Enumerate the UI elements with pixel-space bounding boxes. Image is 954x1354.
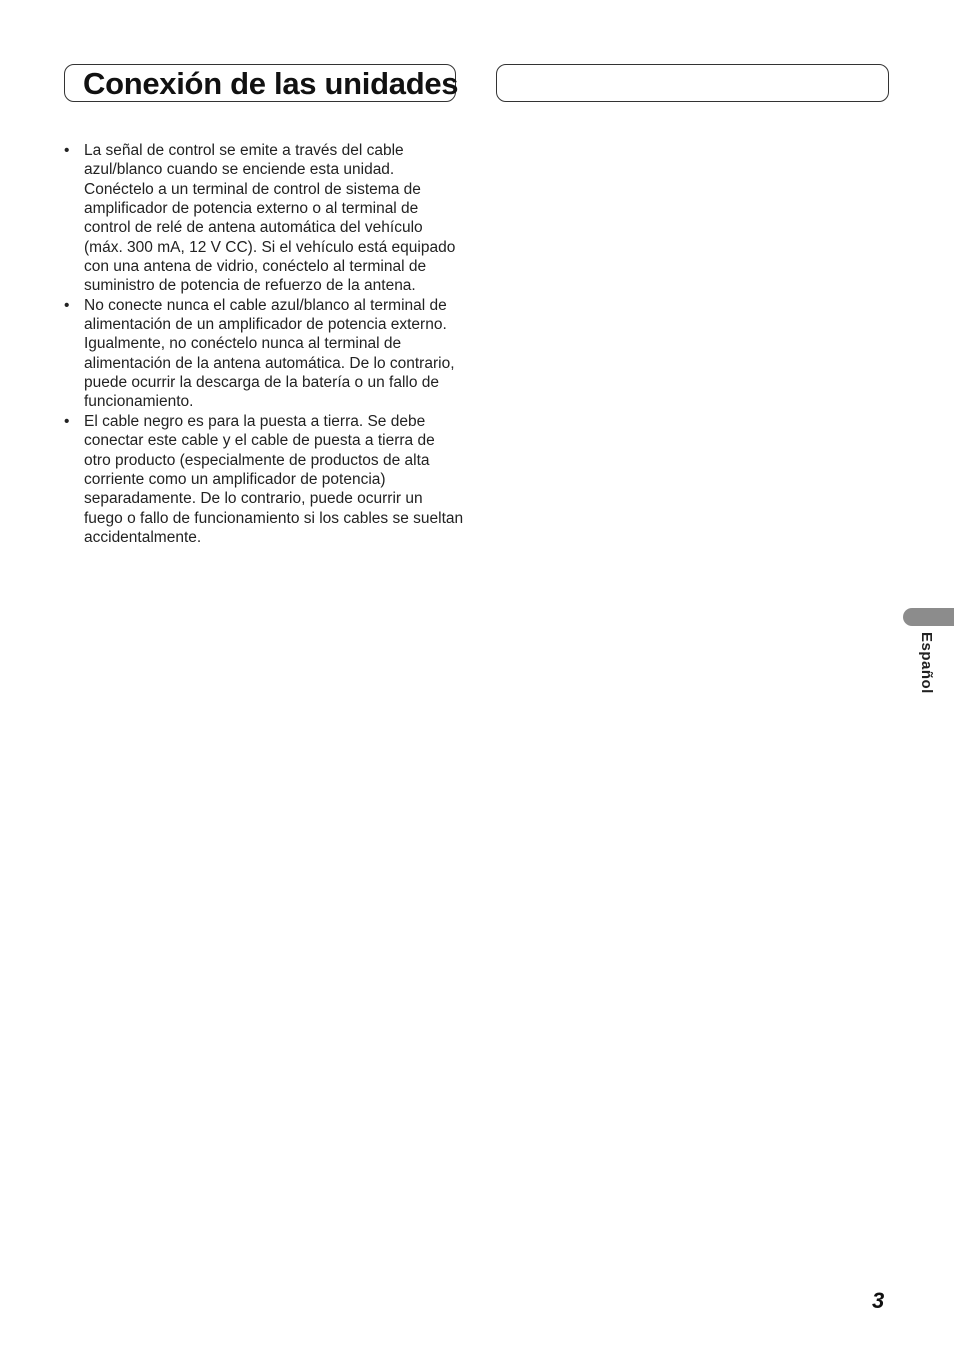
- bullet-text: El cable negro es para la puesta a tierra. Se debe conectar este cable y el cable de puesta a tierra de otro producto (especialmente de productos de alta corriente como un amplificador de potencia) separadamente. De lo contrario, puede ocurrir un fuego o fallo de funcionamiento si los cables se sueltan accidentalmente.: [84, 412, 464, 546]
- bullet-icon: •: [64, 142, 70, 159]
- language-tab: [903, 608, 954, 626]
- section-title: Conexión de las unidades: [83, 66, 459, 101]
- bullet-text: La señal de control se emite a través del cable azul/blanco cuando se enciende esta unidad. Conéctelo a un terminal de control de sistema de amplificador de potencia externo o al terminal de control de relé de antena automática del vehículo (máx. 300 mA, 12 V CC). Si el vehículo está equipado con una antena de vidrio, conéctelo al terminal de suministro de potencia de refuerzo de la antena.: [84, 142, 456, 295]
- bullet-item: [64, 141, 464, 296]
- language-label: Español: [918, 632, 935, 694]
- bullet-icon: •: [64, 412, 70, 430]
- blank-title-box: [496, 64, 889, 102]
- bullet-text: No conecte nunca el cable azul/blanco al terminal de alimentación de un amplificador de potencia externo. Igualmente, no conéctelo nunca al terminal de alimentación de la antena automática. De lo contrario, puede ocurrir la descarga de la batería o un fallo de funcionamiento.: [84, 296, 455, 411]
- bullet-item: [64, 412, 464, 547]
- bullet-list: [64, 141, 464, 547]
- bullet-item: [64, 296, 464, 412]
- bullet-icon: •: [64, 296, 70, 314]
- page-number: 3: [872, 1288, 885, 1313]
- section-title-box: [64, 64, 459, 102]
